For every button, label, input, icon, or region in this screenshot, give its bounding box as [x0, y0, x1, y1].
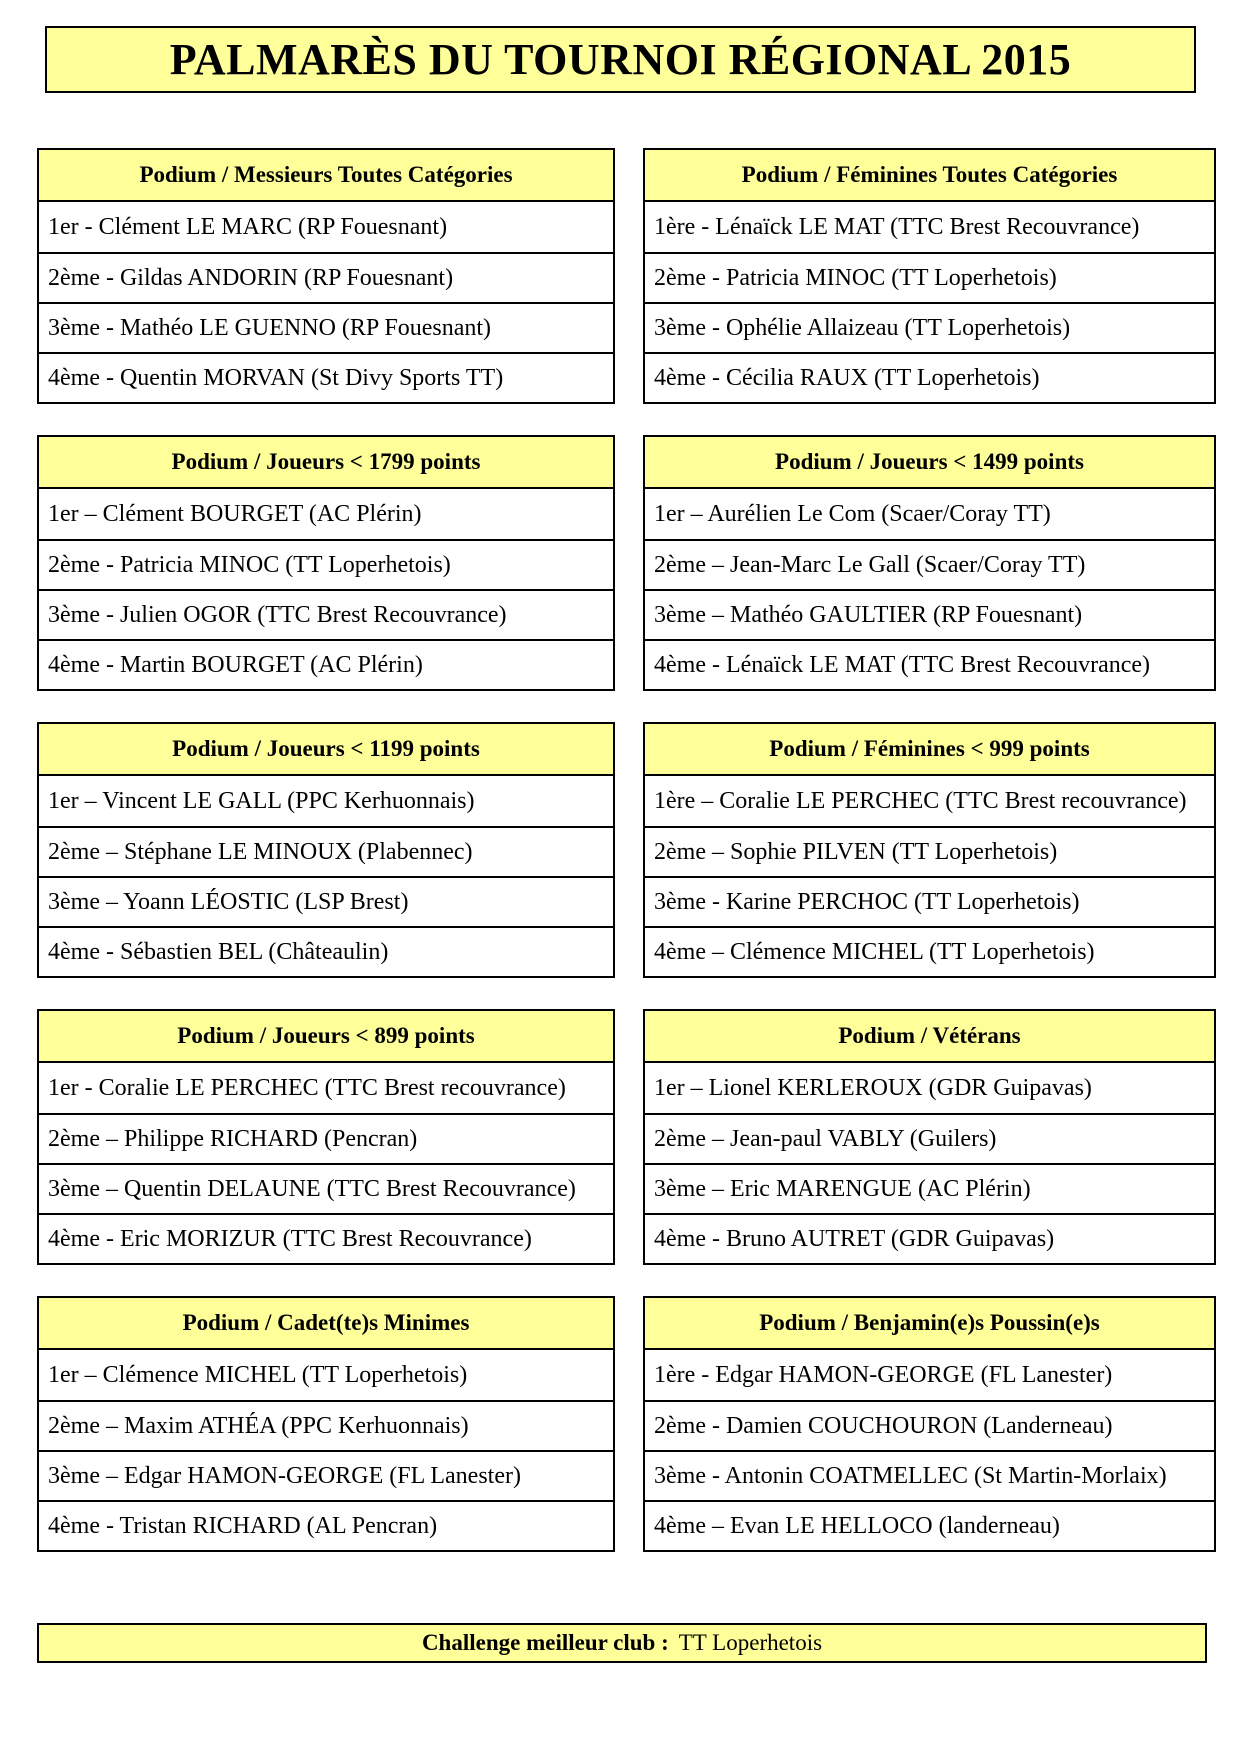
table-row-3: 3ème – Yoann LÉOSTIC (LSP Brest)	[39, 876, 613, 926]
table-row-2: 2ème - Gildas ANDORIN (RP Fouesnant)	[39, 252, 613, 302]
table-header: Podium / Cadet(te)s Minimes	[39, 1298, 613, 1350]
table-header: Podium / Benjamin(e)s Poussin(e)s	[645, 1298, 1214, 1350]
podium-table-feminines-999	[643, 722, 1216, 978]
table-row-3: 3ème – Eric MARENGUE (AC Plérin)	[645, 1163, 1214, 1213]
table-row-4: 4ème - Tristan RICHARD (AL Pencran)	[39, 1500, 613, 1550]
table-row-1: 1ère – Coralie LE PERCHEC (TTC Brest recouvrance)	[654, 787, 1187, 814]
page-title-banner	[45, 26, 1196, 93]
table-header: Podium / Vétérans	[645, 1011, 1214, 1063]
page-title: PALMARÈS DU TOURNOI RÉGIONAL 2015	[169, 35, 1072, 84]
best-club-value: TT Loperhetois	[678, 1630, 823, 1655]
table-header: Podium / Joueurs < 899 points	[39, 1011, 613, 1063]
table-row-1: 1er – Lionel KERLEROUX (GDR Guipavas)	[654, 1074, 1092, 1101]
table-row-4: 4ème - Martin BOURGET (AC Plérin)	[39, 639, 613, 689]
table-row-2: 2ème – Jean-paul VABLY (Guilers)	[645, 1113, 1214, 1163]
table-row-2: 2ème - Damien COUCHOURON (Landerneau)	[645, 1400, 1214, 1450]
table-row-4: 4ème - Eric MORIZUR (TTC Brest Recouvrance)	[39, 1213, 613, 1263]
podium-table-joueurs-899	[37, 1009, 615, 1265]
table-row-3: 3ème - Ophélie Allaizeau (TT Loperhetois)	[645, 302, 1214, 352]
podium-table-joueurs-1499	[643, 435, 1216, 691]
table-row-4: 4ème - Bruno AUTRET (GDR Guipavas)	[645, 1213, 1214, 1263]
table-row-1: 1er – Clémence MICHEL (TT Loperhetois)	[48, 1361, 468, 1388]
table-row-1: 1er – Aurélien Le Com (Scaer/Coray TT)	[654, 500, 1051, 527]
table-row-4: 4ème - Quentin MORVAN (St Divy Sports TT)	[39, 352, 613, 402]
podium-grid	[37, 148, 1216, 1552]
podium-table-joueurs-1799	[37, 435, 615, 691]
table-row-4: 4ème – Evan LE HELLOCO (landerneau)	[645, 1500, 1214, 1550]
podium-table-messieurs-toutes-categories	[37, 148, 615, 404]
table-row-4: 4ème - Lénaïck LE MAT (TTC Brest Recouvrance)	[645, 639, 1214, 689]
podium-table-joueurs-1199	[37, 722, 615, 978]
table-row-3: 3ème – Quentin DELAUNE (TTC Brest Recouvrance)	[39, 1163, 613, 1213]
table-row-3: 3ème - Antonin COATMELLEC (St Martin-Morlaix)	[645, 1450, 1214, 1500]
best-club-label: Challenge meilleur club :	[421, 1630, 669, 1655]
table-row-1: 1ère - Edgar HAMON-GEORGE (FL Lanester)	[654, 1361, 1113, 1388]
table-row-1: 1er – Clément BOURGET (AC Plérin)	[48, 500, 422, 527]
table-row-1: 1ère - Lénaïck LE MAT (TTC Brest Recouvrance)	[654, 213, 1140, 240]
table-row-2: 2ème – Maxim ATHÉA (PPC Kerhuonnais)	[39, 1400, 613, 1450]
table-row-3: 3ème - Julien OGOR (TTC Brest Recouvrance)	[39, 589, 613, 639]
podium-table-benjamins-poussins	[643, 1296, 1216, 1552]
table-row-4: 4ème – Clémence MICHEL (TT Loperhetois)	[645, 926, 1214, 976]
table-row-3: 3ème - Mathéo LE GUENNO (RP Fouesnant)	[39, 302, 613, 352]
table-row-3: 3ème – Edgar HAMON-GEORGE (FL Lanester)	[39, 1450, 613, 1500]
table-row-3: 3ème - Karine PERCHOC (TT Loperhetois)	[645, 876, 1214, 926]
table-header: Podium / Féminines Toutes Catégories	[645, 150, 1214, 202]
table-row-4: 4ème - Sébastien BEL (Châteaulin)	[39, 926, 613, 976]
table-row-2: 2ème - Patricia MINOC (TT Loperhetois)	[645, 252, 1214, 302]
table-row-4: 4ème - Cécilia RAUX (TT Loperhetois)	[645, 352, 1214, 402]
table-header: Podium / Joueurs < 1199 points	[39, 724, 613, 776]
table-row-1: 1er - Clément LE MARC (RP Fouesnant)	[48, 213, 448, 240]
table-header: Podium / Joueurs < 1799 points	[39, 437, 613, 489]
table-row-3: 3ème – Mathéo GAULTIER (RP Fouesnant)	[645, 589, 1214, 639]
podium-table-cadets-minimes	[37, 1296, 615, 1552]
table-row-2: 2ème – Stéphane LE MINOUX (Plabennec)	[39, 826, 613, 876]
table-row-1: 1er - Coralie LE PERCHEC (TTC Brest recouvrance)	[48, 1074, 566, 1101]
table-header: Podium / Féminines < 999 points	[645, 724, 1214, 776]
podium-table-feminines-toutes-categories	[643, 148, 1216, 404]
best-club-banner	[37, 1623, 1207, 1663]
table-row-1: 1er – Vincent LE GALL (PPC Kerhuonnais)	[48, 787, 475, 814]
table-row-2: 2ème – Jean-Marc Le Gall (Scaer/Coray TT)	[645, 539, 1214, 589]
table-header: Podium / Joueurs < 1499 points	[645, 437, 1214, 489]
table-row-2: 2ème – Philippe RICHARD (Pencran)	[39, 1113, 613, 1163]
podium-table-veterans	[643, 1009, 1216, 1265]
table-header: Podium / Messieurs Toutes Catégories	[39, 150, 613, 202]
table-row-2: 2ème – Sophie PILVEN (TT Loperhetois)	[645, 826, 1214, 876]
table-row-2: 2ème - Patricia MINOC (TT Loperhetois)	[39, 539, 613, 589]
